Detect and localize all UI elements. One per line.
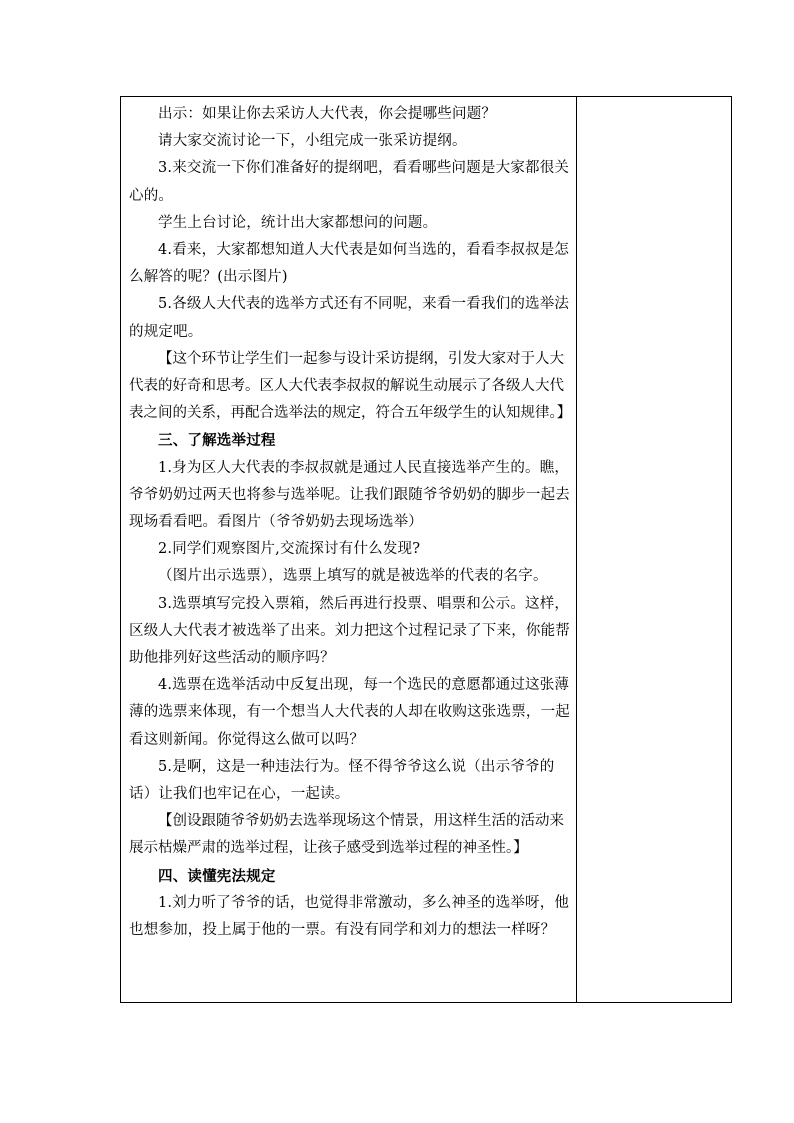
paragraph-election-1: 1.身为区人大代表的李叔叔就是通过人民直接选举产生的。瞧，爷爷奶奶过两天也将参与选举呢。让我们跟随爷爷奶奶的脚步一起去现场看看吧。看图片（爷爷奶奶去现场选举）: [129, 459, 570, 531]
paragraph-group-discussion: 请大家交流讨论一下，小组完成一张采访提纲。: [158, 133, 467, 150]
lesson-table: [120, 96, 732, 1003]
paragraph-election-3: 3.选票填写完投入票箱，然后再进行投票、唱票和公示。这样，区级人大代表才被选举了出来。刘力把这个过程记录了下来，你能帮助他排列好这些活动的顺序吗？: [129, 595, 570, 667]
design-note-1: 【这个环节让学生们一起参与设计采访提纲，引发大家对于人大代表的好奇和思考。区人大代表李叔叔的解说生动展示了各级人大代表之间的关系，再配合选举法的规定，符合五年级学生的认知规律。】: [129, 350, 572, 422]
paragraph-election-4: 4.选票在选举活动中反复出现，每一个选民的意愿都通过这张薄薄的选票来体现，有一个想当人大代表的人却在收购这张选票，一起看这则新闻。你觉得这么做可以吗？: [129, 677, 570, 748]
design-note-2: 【创设跟随爷爷奶奶去选举现场这个情景，用这样生活的活动来展示枯燥严肃的选举过程，让孩子感受到选举过程的神圣性。】: [129, 813, 564, 857]
paragraph-step-5: 5.各级人大代表的选举方式还有不同呢，来看一看我们的选举法的规定吧。: [129, 296, 570, 340]
teaching-process-cell: [121, 97, 577, 1002]
section-heading-3: 三、了解选举过程: [158, 432, 276, 450]
paragraph-step-3: 3.来交流一下你们准备好的提纲吧，看看哪些问题是大家都很关心的。: [129, 160, 570, 204]
paragraph-constitution-1: 1.刘力听了爷爷的话，也觉得非常激动，多么神圣的选举呀，他也想参加，投上属于他的一票。有没有同学和刘力的想法一样呀？: [129, 894, 570, 939]
paragraph-step-4: 4.看来，大家都想知道人大代表是如何当选的，看看李叔叔是怎么解答的呢？(出示图片): [129, 242, 570, 286]
paragraph-student-discussion: 学生上台讨论，统计出大家都想问的问题。: [158, 214, 438, 231]
paragraph-prompt: 出示：如果让你去采访人大代表，你会提哪些问题？: [158, 106, 497, 122]
paragraph-ballot: （图片出示选票），选票上填写的就是被选举的代表的名字。: [158, 568, 548, 585]
paragraph-election-2: 2.同学们观察图片,交流探讨有什么发现?: [158, 541, 421, 558]
paragraph-election-5: 5.是啊，这是一种违法行为。怪不得爷爷这么说（出示爷爷的话）让我们也牢记在心，一起读。: [129, 758, 555, 803]
notes-cell: [577, 97, 731, 1002]
section-heading-4: 四、读懂宪法规定: [158, 867, 276, 885]
